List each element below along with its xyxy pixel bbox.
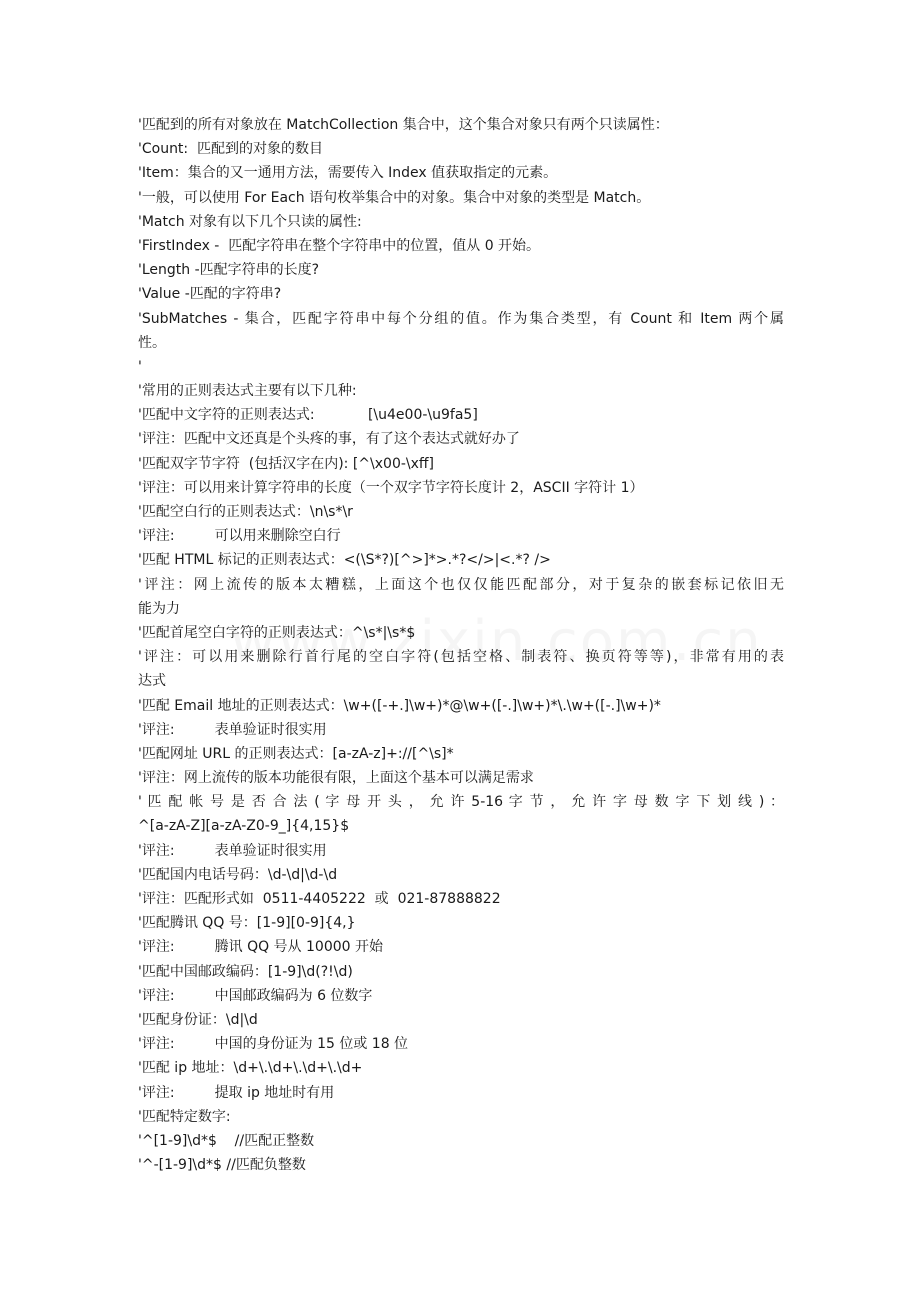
text-line: '^-[1-9]\d*$ //匹配负整数 <box>138 1157 306 1174</box>
text-line: '匹配中国邮政编码：[1-9]\d(?!\d) <box>138 963 353 980</box>
text-line: '匹配双字节字符 (包括汉字在内): [^\x00-\xff] <box>138 455 435 472</box>
text-line: '匹配 ip 地址：\d+\.\d+\.\d+\.\d+ <box>138 1060 363 1077</box>
text-line: '评注: 中国的身份证为 15 位或 18 位 <box>138 1036 409 1053</box>
text-line: '匹配腾讯 QQ 号：[1-9][0-9]{4,} <box>138 915 356 932</box>
text-line: '常用的正则表达式主要有以下几种: <box>138 383 357 400</box>
text-line: '评注：可以用来计算字符串的长度（一个双字节字符长度计 2，ASCII 字符计 1） <box>138 479 644 496</box>
text-line: ' <box>138 358 142 375</box>
text-line: '匹配特定数字: <box>138 1108 231 1125</box>
text-line: '匹配空白行的正则表达式：\n\s*\r <box>138 504 353 520</box>
text-line: '匹配身份证：\d|\d <box>138 1011 258 1028</box>
text-line: '匹配网址 URL 的正则表达式：[a-zA-z]+://[^\s]* <box>138 745 454 762</box>
text-line: ^[a-zA-Z][a-zA-Z0-9_]{4,15}$ <box>138 818 350 835</box>
text-line: '评注：网上流传的版本功能很有限，上面这个基本可以满足需求 <box>138 770 534 787</box>
text-line: 达式 <box>138 673 166 690</box>
text-line: '评注: 提取 ip 地址时有用 <box>138 1084 335 1101</box>
text-line: ' 匹 配 帐 号 是 否 合 法 ( 字 母 开 头 ， 允 许 5-16 字 节 ， 允 许 字 母 数 字 下 划 线 ) ： <box>138 794 784 811</box>
text-line: '评注: 可以用来删除空白行 <box>138 528 341 545</box>
text-line: 'FirstIndex - 匹配字符串在整个字符串中的位置，值从 0 开始。 <box>138 237 541 254</box>
text-line: '评注: 腾讯 QQ 号从 10000 开始 <box>138 939 383 956</box>
text-line: '匹配国内电话号码：\d-\d|\d-\d <box>138 866 338 883</box>
text-line: 性。 <box>138 334 166 351</box>
text-line: '^[1-9]\d*$ //匹配正整数 <box>138 1132 315 1149</box>
text-line: 'Value -匹配的字符串? <box>138 286 282 303</box>
text-line: 'SubMatches - 集合，匹配字符串中每个分组的值。作为集合类型，有 Count 和 Item 两个属 <box>138 310 784 327</box>
document-body <box>138 113 784 1177</box>
text-line: 'Count: 匹配到的对象的数目 <box>138 141 324 158</box>
text-line: '评注: 表单验证时很实用 <box>138 721 327 738</box>
text-line: 'Match 对象有以下几个只读的属性: <box>138 213 362 230</box>
text-line: '评注：匹配形式如 0511-4405222 或 021-87888822 <box>138 891 501 907</box>
text-line: '匹配首尾空白字符的正则表达式：^\s*|\s*$ <box>138 624 416 641</box>
text-line: '评注：可以用来删除行首行尾的空白字符(包括空格、制表符、换页符等等)，非常有用的表 <box>138 649 784 666</box>
text-line: '匹配到的所有对象放在 MatchCollection 集合中，这个集合对象只有两个只读属性： <box>138 117 669 133</box>
text-line: 'Item：集合的又一通用方法，需要传入 Index 值获取指定的元素。 <box>138 165 558 182</box>
text-line: 'Length -匹配字符串的长度? <box>138 262 320 279</box>
text-line: '评注：匹配中文还真是个头疼的事，有了这个表达式就好办了 <box>138 431 520 448</box>
text-line: '一般，可以使用 For Each 语句枚举集合中的对象。集合中对象的类型是 Match。 <box>138 189 651 206</box>
text-line: '匹配中文字符的正则表达式: [\u4e00-\u9fa5] <box>138 407 478 424</box>
text-line: 能为力 <box>138 600 180 617</box>
text-line: '评注: 中国邮政编码为 6 位数字 <box>138 987 373 1004</box>
text-line: '匹配 Email 地址的正则表达式：\w+([-+.]\w+)*@\w+([-.]\w+)*\.\w+([-.]\w+)* <box>138 697 661 714</box>
text-line: '匹配 HTML 标记的正则表达式：<(\S*?)[^>]*>.*?</>|<.*? /> <box>138 552 551 569</box>
text-line: '评注: 表单验证时很实用 <box>138 842 327 859</box>
text-line: '评注：网上流传的版本太糟糕，上面这个也仅仅能匹配部分，对于复杂的嵌套标记依旧无 <box>138 576 784 593</box>
